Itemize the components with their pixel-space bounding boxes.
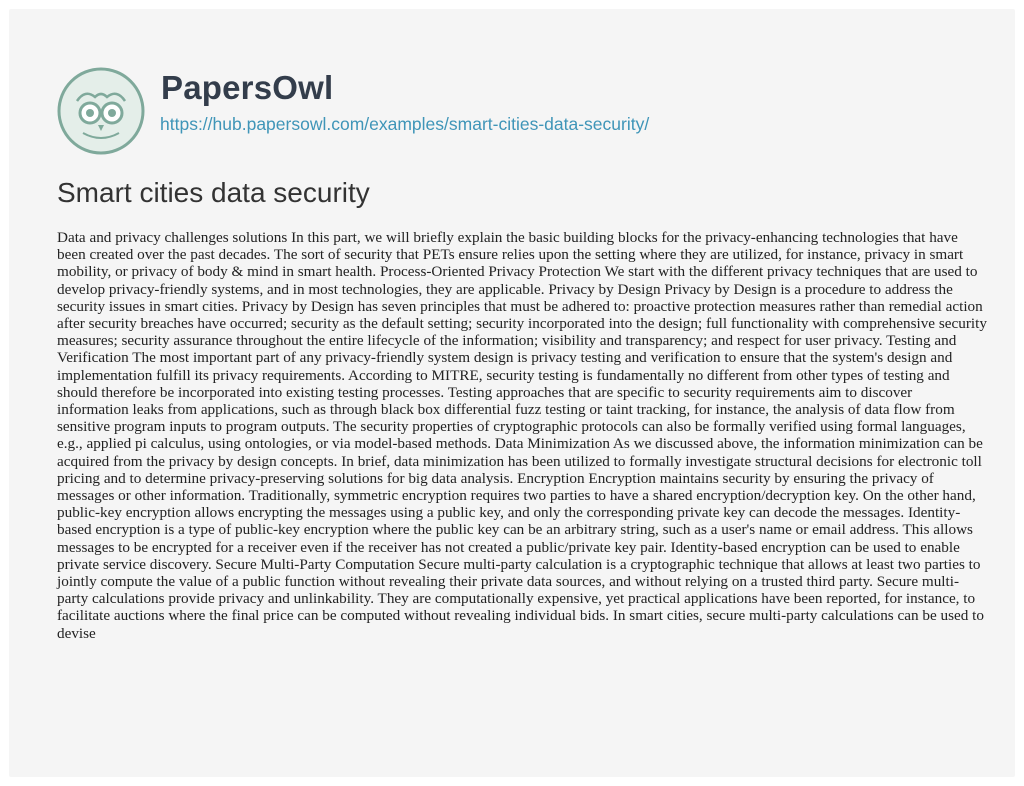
document-card — [9, 9, 1015, 777]
document-title: Smart cities data security — [57, 177, 370, 208]
document-body: Data and privacy challenges solutions In this part, we will briefly explain the basic building blocks for the privacy-enhancing technologies that have been created over the past decades. The sort of security that PETs ensure relies upon the setting where they are utilized, for instance, privacy in smart mobility, or privacy of body & mind in smart health. Process-Oriented Privacy Protection We start with the different privacy techniques that are used to develop privacy-friendly systems, and in most technologies, they are applicable. Privacy by Design Privacy by Design is a procedure to address the security issues in smart cities. Privacy by Design has seven principles that must be adhered to: proactive protection measures rather than remedial action after security breaches have occurred; security as the default setting; security incorporated into the design; full functionality with comprehensive security measures; security assurance throughout the entire lifecycle of the information; visibility and transparency; and respect for user privacy. Testing and Verification The most important part of any privacy-friendly system design is privacy testing and verification to ensure that the system's design and implementation fulfill its privacy requirements. According to MITRE, security testing is fundamentally no different from other types of testing and should therefore be incorporated into existing testing processes. Testing approaches that are specific to security requirements aim to discover information leaks from applications, such as through black box differential fuzz testing or taint tracking, for instance, the analysis of data flow from sensitive program inputs to program outputs. The security properties of cryptographic protocols can also be formally verified using formal languages, e.g., applied pi calculus, using ontologies, or via model-based methods. Data Minimization As we discussed above, the information minimization can be acquired from the privacy by design concepts. In brief, data minimization has been utilized to formally investigate structural decisions for electronic toll pricing and to determine privacy-preserving solutions for big data analysis. Encryption Encryption maintains security by ensuring the privacy of messages or other information. Traditionally, symmetric encryption requires two parties to have a shared encryption/decryption key. On the other hand, public-key encryption allows encrypting the messages using a public key, and only the corresponding private key can decode the messages. Identity-based encryption is a type of public-key encryption where the public key can be an arbitrary string, such as a user's name or email address. This allows messages to be encrypted for a receiver even if the receiver has not created a public/private key pair. Identity-based encryption can be used to enable private service discovery. Secure Multi-Party Computation Secure multi-party calculation is a cryptographic technique that allows at least two parties to jointly compute the value of a public function without revealing their private data sources, and without relying on a trusted third party. Secure multi-party calculations provide privacy and unlinkability. They are computationally expensive, yet practical applications have been reported, for instance, to facilitate auctions where the final price can be computed without revealing individual bids. In smart cities, secure multi-party calculations can be used to devise — [57, 229, 987, 642]
site-name: PapersOwl — [161, 69, 334, 106]
source-url-link[interactable]: https://hub.papersowl.com/examples/smart-cities-data-security/ — [160, 114, 650, 134]
owl-logo-icon — [57, 67, 145, 155]
